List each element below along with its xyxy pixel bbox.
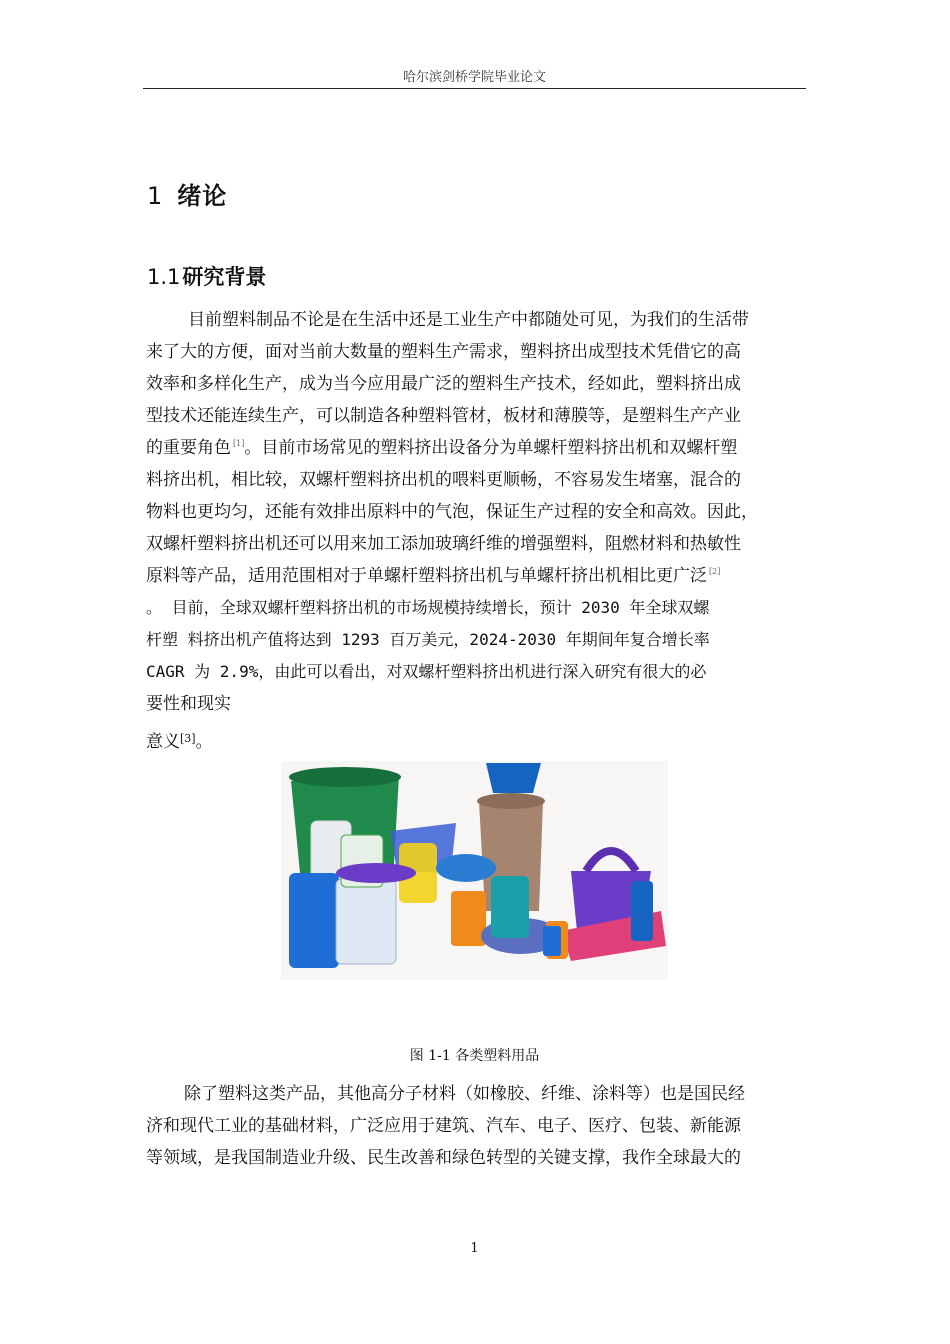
page-number: 1 [470,1241,479,1256]
purple-lid [336,863,416,883]
paragraph-line [146,565,816,587]
paragraph-line: 料挤出机，相比较，双螺杆塑料挤出机的喂料更顺畅，不容易发生堵塞，混合的 [146,470,741,490]
figure-caption: 图 1-1 各类塑料用品 [409,1048,540,1064]
blue-bottle [631,881,653,941]
paragraph-line: 目前塑料制品不论是在生活中还是工业生产中都随处可见，为我们的生活带 [188,310,749,330]
paragraph-line: 型技术还能连续生产，可以制造各种塑料管材，板材和薄膜等，是塑料生产产业 [146,406,741,426]
citation-ref[interactable]: [1] [233,439,245,448]
section-title: 研究背景 [182,265,267,289]
section-number: 1.1 [147,265,181,289]
text-run: 意义 [146,732,180,752]
section-heading [147,261,266,291]
paragraph-line: 济和现代工业的基础材料，广泛应用于建筑、汽车、电子、医疗、包装、新能源 [146,1116,741,1136]
citation-ref[interactable]: [2] [709,567,721,576]
chapter-number: 1 [147,182,164,210]
brown-bin-lid [477,793,545,809]
chapter-title: 绪论 [177,182,228,210]
plastic-products-image [281,761,668,980]
teal-pitcher [491,876,529,938]
blue-cup [543,926,561,956]
paragraph-line: 双螺杆塑料挤出机还可以用来加工添加玻璃纤维的增强塑料，阻燃材料和热敏性 [146,534,741,554]
clear-container [336,879,396,964]
paragraph-line [146,731,816,753]
blue-bowl-small [436,854,496,882]
page-header: 哈尔滨剑桥学院毕业论文 [402,70,546,85]
paragraph-line: 等领域，是我国制造业升级、民生改善和绿色转型的关键支撑，我作全球最大的 [146,1148,741,1168]
paragraph-line: 来了大的方便，面对当前大数量的塑料生产需求，塑料挤出成型技术凭借它的高 [146,342,741,362]
text-run: 原料等产品，适用范围相对于单螺杆塑料挤出机与单螺杆挤出机相比更广泛 [146,566,707,586]
paragraph-line: CAGR 为 2.9%，由此可以看出，对双螺杆塑料挤出机进行深入研究有很大的必 [146,662,707,681]
paragraph-line: 杆塑 料挤出机产值将达到 1293 百万美元，2024-2030 年期间年复合增长率 [146,630,710,649]
citation-ref[interactable]: [3] [180,732,196,745]
text-run: 的重要角色 [146,438,231,458]
blue-container [289,873,339,968]
green-bucket-lid [289,767,401,787]
paragraph-line: 除了塑料这类产品，其他高分子材料（如橡胶、纤维、涂料等）也是国民经 [184,1084,745,1104]
paragraph-line: 物料也更均匀，还能有效排出原料中的气泡，保证生产过程的安全和高效。因此， [146,502,758,522]
paragraph-line [146,437,816,459]
header-rule [143,88,806,89]
paragraph-line: 要性和现实 [146,694,231,714]
chapter-heading [147,176,227,211]
text-run: 。目前市场常见的塑料挤出设备分为单螺杆塑料挤出机和双螺杆塑 [244,438,738,458]
paragraph-line: 效率和多样化生产，成为当今应用最广泛的塑料生产技术，经如此，塑料挤出成 [146,374,741,394]
text-run: 。 [195,732,213,752]
orange-cup [451,891,486,946]
paragraph-line: 。 目前，全球双螺杆塑料挤出机的市场规模持续增长，预计 2030 年全球双螺 [146,598,710,617]
blue-bowl [486,763,541,793]
